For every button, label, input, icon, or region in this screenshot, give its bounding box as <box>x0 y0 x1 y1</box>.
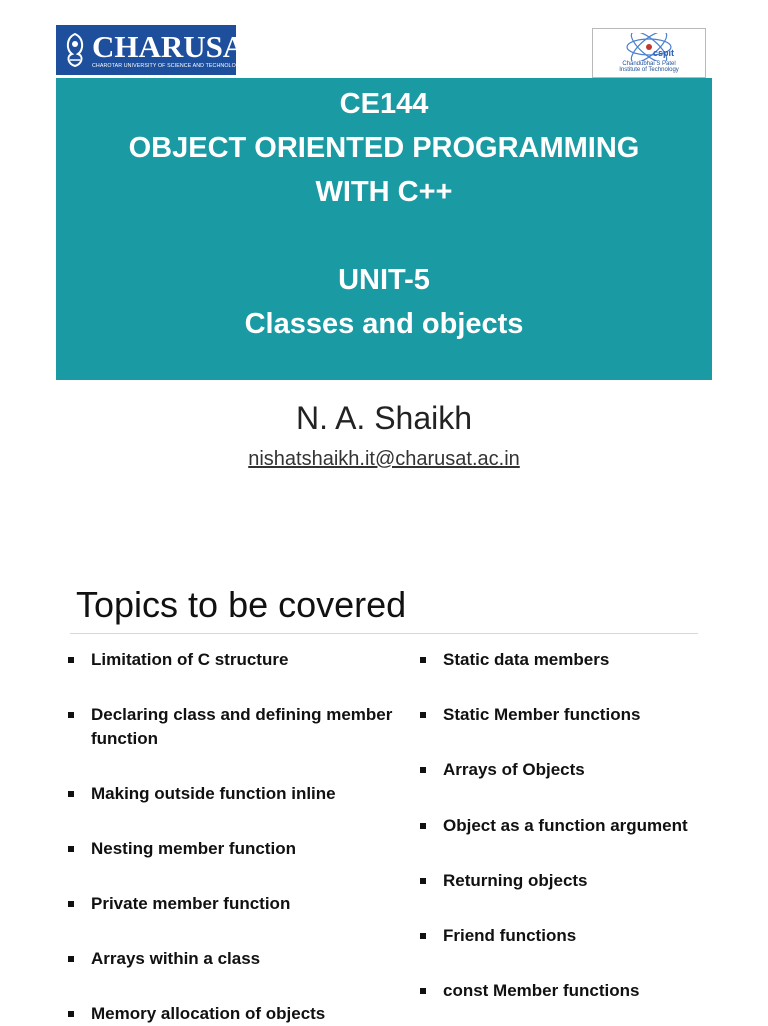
topics-title: Topics to be covered <box>76 584 407 625</box>
topic-item <box>68 648 288 672</box>
cspit-atom-icon <box>609 33 689 61</box>
topic-text: const Member functions <box>443 981 640 1000</box>
topic-text: Static Member functions <box>443 705 641 724</box>
charusat-brand: CHARUSAT <box>92 28 264 64</box>
topic-item <box>420 648 609 672</box>
unit-number: UNIT-5 <box>338 264 430 296</box>
title-slide <box>0 0 768 512</box>
topic-text: Memory allocation of objects <box>91 1004 326 1023</box>
topic-text: Private member function <box>91 894 291 913</box>
topics-slide <box>0 512 768 1024</box>
title-divider <box>70 633 698 634</box>
topic-text: Making outside function inline <box>91 784 336 803</box>
charusat-logo <box>56 25 264 75</box>
bullet-square-icon <box>420 767 426 773</box>
course-code: CE144 <box>339 88 429 120</box>
topic-text: Nesting member function <box>91 839 296 858</box>
topic-item <box>68 947 260 971</box>
topic-text: Friend functions <box>443 926 577 945</box>
course-name-line1: OBJECT ORIENTED PROGRAMMING <box>128 132 640 164</box>
bullet-square-icon <box>68 712 74 718</box>
bullet-square-icon <box>420 933 426 939</box>
course-name-line2: WITH C++ <box>315 176 453 208</box>
author-email-link[interactable]: nishatshaikh.it@charusat.ac.in <box>248 448 520 470</box>
bullet-square-icon <box>420 712 426 718</box>
bullet-square-icon <box>68 956 74 962</box>
topic-text: Static data members <box>443 650 610 669</box>
course-title <box>56 78 712 346</box>
cspit-mark: cspit <box>653 48 675 58</box>
topic-text: function <box>91 729 159 748</box>
topic-text: Declaring class and defining member <box>91 705 393 724</box>
bullet-square-icon <box>68 1011 74 1017</box>
topic-item <box>68 1002 325 1026</box>
topic-text: Arrays within a class <box>91 949 261 968</box>
topic-text: Returning objects <box>443 871 588 890</box>
topic-item <box>420 979 639 1003</box>
unit-title: Classes and objects <box>244 308 524 340</box>
bullet-square-icon <box>68 791 74 797</box>
topic-item <box>68 782 336 806</box>
topic-item <box>68 703 392 751</box>
topic-text: Object as a function argument <box>443 816 688 835</box>
cspit-logo <box>592 28 706 78</box>
bullet-square-icon <box>420 988 426 994</box>
bullet-square-icon <box>420 823 426 829</box>
charusat-emblem-icon <box>60 28 90 72</box>
topic-item <box>420 924 576 948</box>
cspit-line2: Institute of Technology <box>619 67 679 73</box>
topic-item <box>420 758 585 782</box>
topic-text: Limitation of C structure <box>91 650 289 669</box>
charusat-subtitle: CHAROTAR UNIVERSITY OF SCIENCE AND TECHNOLOGY <box>92 62 244 69</box>
topic-item <box>68 892 290 916</box>
bullet-square-icon <box>68 846 74 852</box>
bullet-square-icon <box>420 878 426 884</box>
topic-text: Arrays of Objects <box>443 760 585 779</box>
bullet-square-icon <box>68 657 74 663</box>
topic-item <box>420 814 688 838</box>
bullet-square-icon <box>420 657 426 663</box>
cspit-line1: Chandubhai S Patel <box>622 61 676 67</box>
topic-item <box>420 869 588 893</box>
topic-item <box>420 703 640 727</box>
author-name: N. A. Shaikh <box>295 400 473 436</box>
topic-item <box>68 837 296 861</box>
bullet-square-icon <box>68 901 74 907</box>
